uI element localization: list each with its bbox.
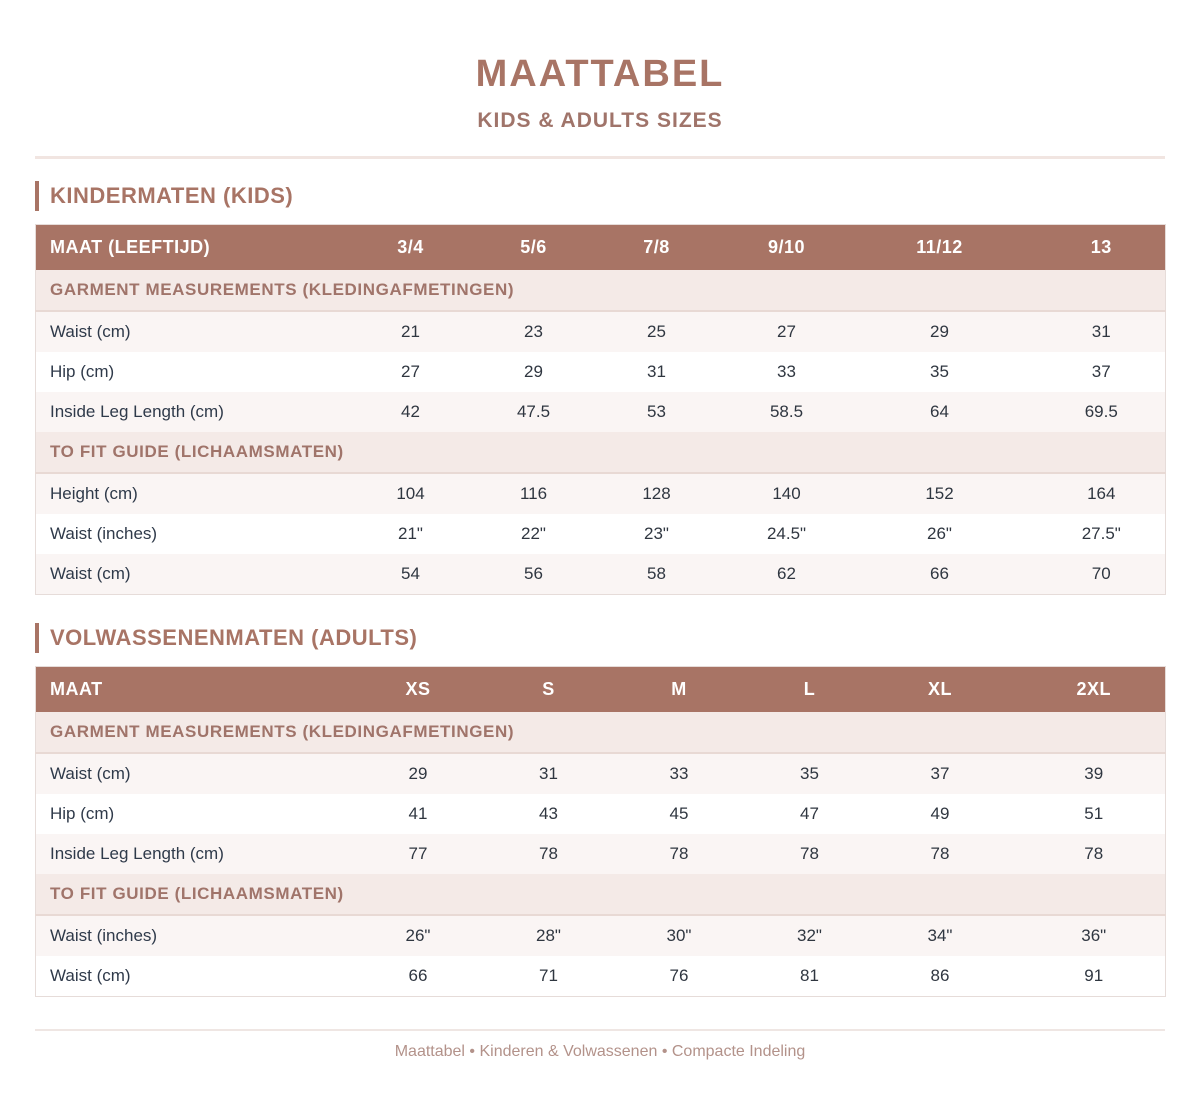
header-size-cell: S: [501, 667, 597, 713]
measurement-cell: 77: [336, 834, 501, 874]
header-size-cell: 7/8: [582, 225, 732, 271]
row-label: Waist (cm): [36, 554, 336, 595]
table-header-row: [36, 225, 1166, 271]
measurement-cell: 21: [336, 311, 486, 352]
group-header-label: GARMENT MEASUREMENTS (KLEDINGAFMETINGEN): [36, 270, 1166, 311]
header-size-cell: 9/10: [732, 225, 842, 271]
measurement-cell: 37: [858, 753, 1023, 794]
measurement-cell: 36": [1023, 915, 1166, 956]
measurement-cell: 51: [1023, 794, 1166, 834]
measurement-cell: 47: [762, 794, 858, 834]
measurement-cell: 33: [732, 352, 842, 392]
table-row: [36, 473, 1166, 514]
measurement-cell: 64: [842, 392, 1038, 432]
measurement-cell: 45: [597, 794, 762, 834]
page-title: MAATTABEL: [475, 53, 725, 95]
group-header-row: [36, 874, 1166, 915]
measurement-cell: 32": [762, 915, 858, 956]
footer-text: Maattabel • Kinderen & Volwassenen • Compacte Indeling: [394, 1043, 806, 1060]
measurement-cell: 76: [597, 956, 762, 997]
measurement-cell: 29: [486, 352, 582, 392]
measurement-cell: 29: [336, 753, 501, 794]
measurement-cell: 21": [336, 514, 486, 554]
measurement-cell: 35: [842, 352, 1038, 392]
measurement-cell: 71: [501, 956, 597, 997]
measurement-cell: 23: [486, 311, 582, 352]
header-size-cell: 5/6: [486, 225, 582, 271]
measurement-cell: 128: [582, 473, 732, 514]
row-label: Waist (inches): [36, 915, 336, 956]
measurement-cell: 24.5": [732, 514, 842, 554]
measurement-cell: 164: [1038, 473, 1166, 514]
table-row: [36, 834, 1166, 874]
table-row: [36, 956, 1166, 997]
row-label: Hip (cm): [36, 794, 336, 834]
measurement-cell: 35: [762, 753, 858, 794]
measurement-cell: 58.5: [732, 392, 842, 432]
measurement-cell: 78: [762, 834, 858, 874]
group-header-row: [36, 270, 1166, 311]
measurement-cell: 27.5": [1038, 514, 1166, 554]
table-row: [36, 753, 1166, 794]
row-label: Waist (cm): [36, 753, 336, 794]
table-header-row: [36, 667, 1166, 713]
measurement-cell: 86: [858, 956, 1023, 997]
header-size-cell: 3/4: [336, 225, 486, 271]
measurement-cell: 42: [336, 392, 486, 432]
row-label: Waist (cm): [36, 956, 336, 997]
measurement-cell: 66: [336, 956, 501, 997]
measurement-cell: 31: [501, 753, 597, 794]
measurement-cell: 31: [582, 352, 732, 392]
table-row: [36, 352, 1166, 392]
measurement-cell: 78: [858, 834, 1023, 874]
row-label: Inside Leg Length (cm): [36, 392, 336, 432]
measurement-cell: 70: [1038, 554, 1166, 595]
measurement-cell: 152: [842, 473, 1038, 514]
size-chart-page: [35, 0, 1165, 1061]
measurement-cell: 28": [501, 915, 597, 956]
group-header-row: [36, 432, 1166, 473]
adults-section-title: VOLWASSENENMATEN (ADULTS): [35, 623, 1165, 653]
row-label: Inside Leg Length (cm): [36, 834, 336, 874]
group-header-label: TO FIT GUIDE (LICHAAMSMATEN): [36, 874, 1166, 915]
measurement-cell: 37: [1038, 352, 1166, 392]
page-subtitle: KIDS & ADULTS SIZES: [477, 109, 723, 132]
header-label-cell: MAAT: [36, 667, 336, 713]
measurement-cell: 91: [1023, 956, 1166, 997]
measurement-cell: 41: [336, 794, 501, 834]
row-label: Height (cm): [36, 473, 336, 514]
measurement-cell: 53: [582, 392, 732, 432]
measurement-cell: 27: [732, 311, 842, 352]
header-size-cell: M: [597, 667, 762, 713]
measurement-cell: 81: [762, 956, 858, 997]
measurement-cell: 33: [597, 753, 762, 794]
header-size-cell: L: [762, 667, 858, 713]
measurement-cell: 49: [858, 794, 1023, 834]
row-label: Waist (inches): [36, 514, 336, 554]
measurement-cell: 78: [597, 834, 762, 874]
measurement-cell: 22": [486, 514, 582, 554]
header-size-cell: 2XL: [1023, 667, 1166, 713]
group-header-label: GARMENT MEASUREMENTS (KLEDINGAFMETINGEN): [36, 712, 1166, 753]
measurement-cell: 78: [1023, 834, 1166, 874]
measurement-cell: 140: [732, 473, 842, 514]
measurement-cell: 58: [582, 554, 732, 595]
header-label-cell: MAAT (LEEFTIJD): [36, 225, 336, 271]
table-row: [36, 392, 1166, 432]
measurement-cell: 26": [842, 514, 1038, 554]
measurement-cell: 62: [732, 554, 842, 595]
measurement-cell: 116: [486, 473, 582, 514]
header-size-cell: XL: [858, 667, 1023, 713]
measurement-cell: 26": [336, 915, 501, 956]
kids-size-table: [35, 224, 1166, 595]
measurement-cell: 29: [842, 311, 1038, 352]
measurement-cell: 34": [858, 915, 1023, 956]
header-divider: [35, 156, 1165, 159]
measurement-cell: 47.5: [486, 392, 582, 432]
measurement-cell: 25: [582, 311, 732, 352]
group-header-label: TO FIT GUIDE (LICHAAMSMATEN): [36, 432, 1166, 473]
measurement-cell: 69.5: [1038, 392, 1166, 432]
measurement-cell: 23": [582, 514, 732, 554]
row-label: Waist (cm): [36, 311, 336, 352]
measurement-cell: 30": [597, 915, 762, 956]
footer-divider: [35, 1029, 1165, 1031]
header-size-cell: XS: [336, 667, 501, 713]
table-row: [36, 554, 1166, 595]
table-row: [36, 915, 1166, 956]
table-row: [36, 794, 1166, 834]
measurement-cell: 39: [1023, 753, 1166, 794]
measurement-cell: 66: [842, 554, 1038, 595]
measurement-cell: 31: [1038, 311, 1166, 352]
measurement-cell: 104: [336, 473, 486, 514]
adults-size-table: [35, 666, 1166, 997]
table-row: [36, 311, 1166, 352]
row-label: Hip (cm): [36, 352, 336, 392]
measurement-cell: 54: [336, 554, 486, 595]
header-size-cell: 11/12: [842, 225, 1038, 271]
group-header-row: [36, 712, 1166, 753]
kids-section-title: KINDERMATEN (KIDS): [35, 181, 1165, 211]
measurement-cell: 78: [501, 834, 597, 874]
table-row: [36, 514, 1166, 554]
measurement-cell: 43: [501, 794, 597, 834]
measurement-cell: 56: [486, 554, 582, 595]
header-size-cell: 13: [1038, 225, 1166, 271]
measurement-cell: 27: [336, 352, 486, 392]
